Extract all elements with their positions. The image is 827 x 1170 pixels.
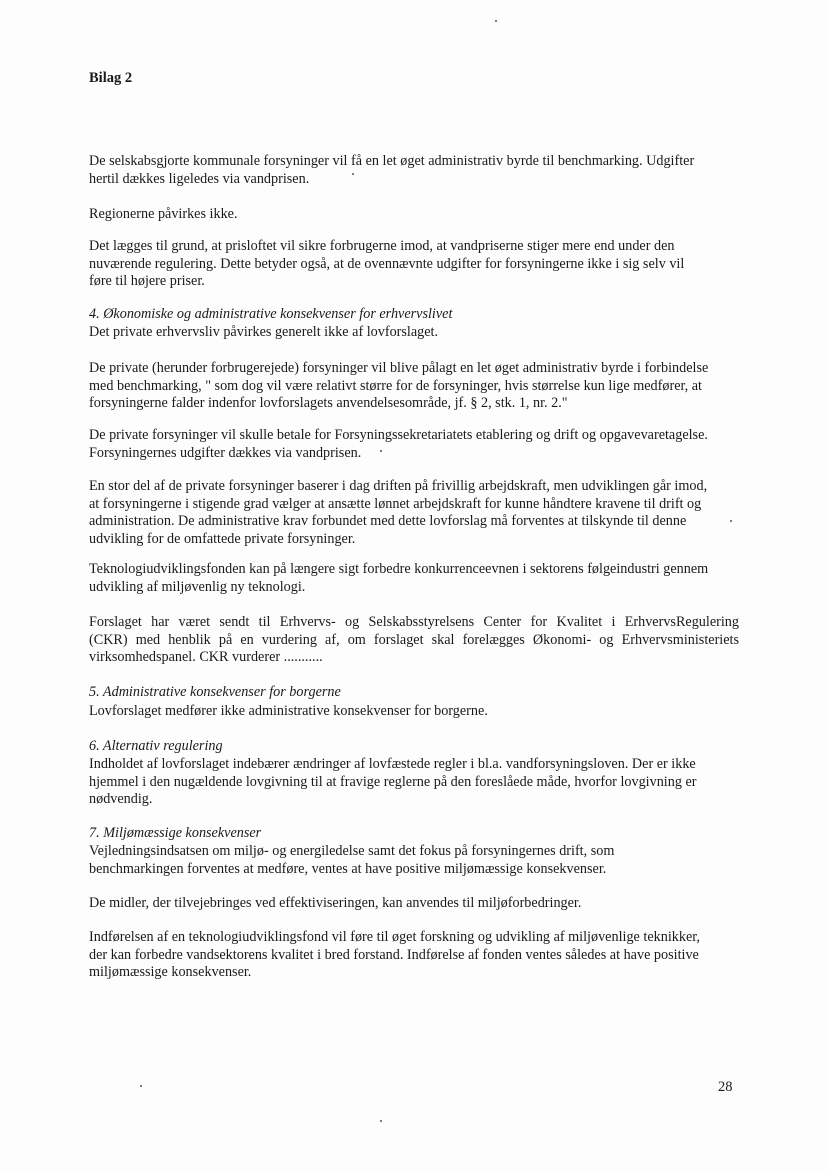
text-line: Det lægges til grund, at prisloftet vil sikre forbrugerne imod, at vandpriserne stiger mere end under den <box>89 238 675 254</box>
text-line: hjemmel i den nugældende lovgivning til at fravige reglerne på den foreslåede måde, hvorfor lovgivning er <box>89 773 697 790</box>
text-line: benchmarkingen forventes at medføre, ventes at have positive miljømæssige konsekvenser. <box>89 860 607 877</box>
scan-speck <box>140 1085 142 1087</box>
text-line: De private (herunder forbrugerejede) forsyninger vil blive pålagt en let øget administrativ byrde i forbindelse <box>89 360 709 376</box>
paragraph-environmental-guidance <box>89 843 739 878</box>
text-line: Det private erhvervsliv påvirkes generelt ikke af lovforslaget. <box>89 324 439 340</box>
text-line: De selskabsgjorte kommunale forsyninger vil få en let øget administrativ byrde til benchmarking. Udgifter <box>89 153 695 169</box>
text-line: udvikling for de omfattede private forsyninger. <box>89 530 356 547</box>
paragraph-ckr <box>89 614 739 667</box>
scan-speck <box>495 20 497 22</box>
paragraph-municipal-utilities <box>89 153 739 188</box>
page-number: 28 <box>718 1079 733 1095</box>
text-line: Teknologiudviklingsfonden kan på længere sigt forbedre konkurrenceevnen i sektorens følgeindustri gennem <box>89 561 709 577</box>
paragraph-secretariat-fees <box>89 427 739 462</box>
paragraph-voluntary-labour <box>89 478 739 548</box>
paragraph-private-utilities <box>89 360 739 413</box>
text-line: miljømæssige konsekvenser. <box>89 964 252 980</box>
scan-speck <box>730 520 732 522</box>
paragraph-alternative-regulation <box>89 756 739 809</box>
paragraph-technology-fund <box>89 561 739 596</box>
text-line: En stor del af de private forsyninger baserer i dag driften på frivillig arbejdskraft, men udviklingen går imod, <box>89 478 708 494</box>
text-line: virksomhedspanel. CKR vurderer ........... <box>89 649 323 665</box>
document-heading: Bilag 2 <box>89 70 133 86</box>
text-line: udvikling af miljøvenlig ny teknologi. <box>89 578 306 595</box>
text-line: De private forsyninger vil skulle betale for Forsyningssekretariatets etablering og drift og opgavevaretagelse. <box>89 427 708 443</box>
scan-speck <box>380 450 382 452</box>
scan-speck <box>352 173 354 175</box>
text-line: hertil dækkes ligeledes via vandprisen. <box>89 170 310 187</box>
text-line: nødvendig. <box>89 791 153 807</box>
text-line: føre til højere priser. <box>89 273 205 289</box>
text-line: Forslaget har været sendt til Erhvervs- og Selskabsstyrelsens Center for Kvalitet i ErhvervsRegulering <box>89 614 739 630</box>
section-heading-citizens: 5. Administrative konsekvenser for borgerne <box>89 684 341 700</box>
text-line: med benchmarking, " som dog vil være relativt større for de forsyninger, hvis størrelse kun lige medfører, at <box>89 377 702 394</box>
paragraph-efficiency-funds <box>89 895 739 913</box>
scan-speck <box>380 1120 382 1122</box>
text-line: forsyningerne falder indenfor lovforslagets anvendelsesområde, jf. § 2, stk. 1, nr. 2." <box>89 395 568 411</box>
text-line: De midler, der tilvejebringes ved effektiviseringen, kan anvendes til miljøforbedringer. <box>89 895 582 911</box>
section-heading-business: 4. Økonomiske og administrative konsekvenser for erhvervslivet <box>89 306 453 322</box>
text-line: at forsyningerne i stigende grad vælger at ansætte lønnet arbejdskraft for kunne håndtere kravene til drift og <box>89 495 702 512</box>
paragraph-technology-fund-environment <box>89 929 739 982</box>
paragraph-regions <box>89 206 739 224</box>
text-line: (CKR) med henblik på en vurdering af, om forslaget skal forelægges Økonomi- og Erhvervsministeriets <box>89 631 739 648</box>
section-heading-alternative-regulation: 6. Alternativ regulering <box>89 738 223 754</box>
text-line: Forsyningernes udgifter dækkes via vandprisen. <box>89 444 362 461</box>
text-line: der kan forbedre vandsektorens kvalitet i bred forstand. Indførelse af fonden ventes således at have positive <box>89 946 699 963</box>
text-line: Regionerne påvirkes ikke. <box>89 206 238 222</box>
paragraph-citizens <box>89 703 739 721</box>
text-line: Lovforslaget medfører ikke administrative konsekvenser for borgerne. <box>89 703 488 719</box>
section-heading-environment: 7. Miljømæssige konsekvenser <box>89 825 262 841</box>
text-line: Vejledningsindsatsen om miljø- og energiledelse samt det fokus på forsyningernes drift, som <box>89 843 615 859</box>
text-line: Indholdet af lovforslaget indebærer ændringer af lovfæstede regler i bl.a. vandforsyningsloven. Der er ikke <box>89 756 696 772</box>
text-line: administration. De administrative krav forbundet med dette lovforslag må forventes at tilskynde til denne <box>89 513 687 529</box>
text-line: nuværende regulering. Dette betyder også, at de ovennævnte udgifter for forsyningerne ikke i sig selv vil <box>89 255 685 272</box>
text-line: Indførelsen af en teknologiudviklingsfond vil føre til øget forskning og udvikling af miljøvenlige teknikker, <box>89 929 700 945</box>
paragraph-business-unaffected <box>89 324 739 342</box>
paragraph-price-cap <box>89 238 739 291</box>
